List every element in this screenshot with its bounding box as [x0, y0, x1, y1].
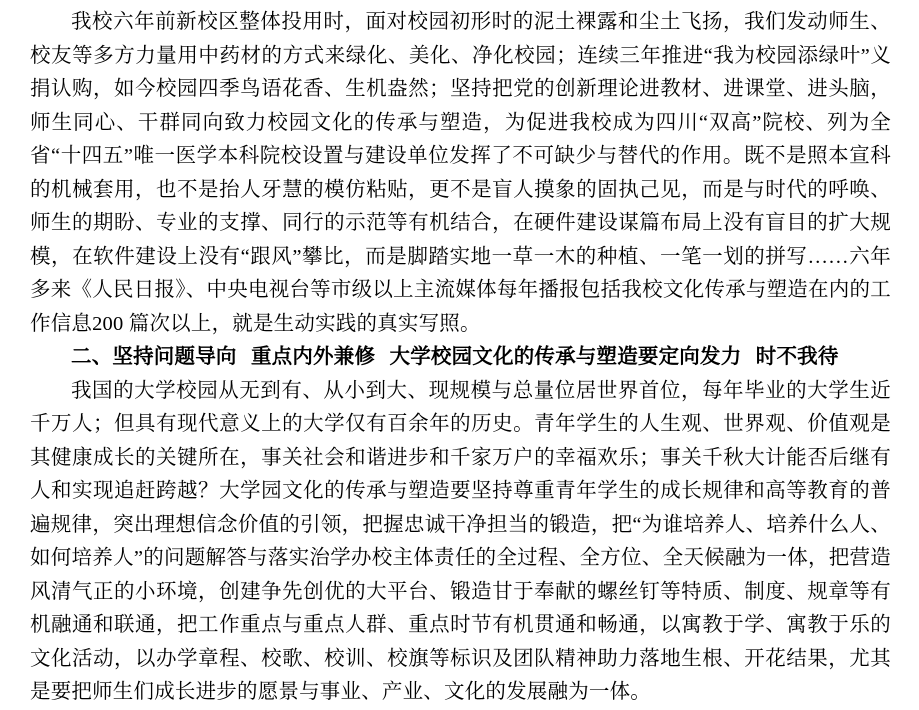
section-heading-2: [30, 341, 891, 375]
body-paragraph-2: 我国的大学校园从无到有、从小到大、现规模与总量位居世界首位，每年毕业的大学生近千万人；但具有现代意义上的大学仅有百余年的历史。青年学生的人生观、世界观、价值观是其健康成长的关键所在，事关社会和谐进步和千家万户的幸福欢乐；事关千秋大计能否后继有人和实现追赶跨越？大学园文化的传承与塑造要坚持尊重青年学生的成长规律和高等教育的普遍规律，突出理想信念价值的引领，把握忠诚干净担当的锻造，把“为谁培养人、培养什么人、如何培养人”的问题解答与落实治学办校主体责任的全过程、全方位、全天候融为一体，把营造风清气正的小环境，创建争先创优的大平台、锻造甘于奉献的螺丝钉等特质、制度、规章等有机融通和联通，把工作重点与重点人群、重点时节有机贯通和畅通，以寓教于学、寓教于乐的文化活动，以办学章程、校歌、校训、校旗等标识及团队精神助力落地生根、开花结果，尤其是要把师生们成长进步的愿景与事业、产业、文化的发展融为一体。: [30, 379, 891, 703]
section-heading-part-1: 二、坚持问题导向: [71, 346, 237, 368]
section-heading-part-3: 大学校园文化的传承与塑造要定向发力: [389, 346, 742, 368]
section-heading-part-4: 时不我待: [755, 346, 839, 368]
body-paragraph-1: 我校六年前新校区整体投用时，面对校园初形时的泥土裸露和尘土飞扬，我们发动师生、校友等多方力量用中药材的方式来绿化、美化、净化校园；连续三年推进“我为校园添绿叶”义捐认购，如今校园四季鸟语花香、生机盎然；坚持把党的创新理论进教材、进课堂、进头脑，师生同心、干群同向致力校园文化的传承与塑造，为促进我校成为四川“双高”院校、列为全省“十四五”唯一医学本科院校设置与建设单位发挥了不可缺少与替代的作用。既不是照本宣科的机械套用，也不是抬人牙慧的模仿粘贴，更不是盲人摸象的固执己见，而是与时代的呼唤、师生的期盼、专业的支撑、同行的示范等有机结合，在硬件建设谋篇布局上没有盲目的扩大规模，在软件建设上没有“跟风”攀比，而是脚踏实地一草一木的种植、一笔一划的拼写……六年多来《人民日报》、中央电视台等市级以上主流媒体每年播报包括我校文化传承与塑造在内的工作信息200 篇次以上，就是生动实践的真实写照。: [30, 11, 891, 335]
section-heading-part-2: 重点内外兼修: [250, 346, 376, 368]
